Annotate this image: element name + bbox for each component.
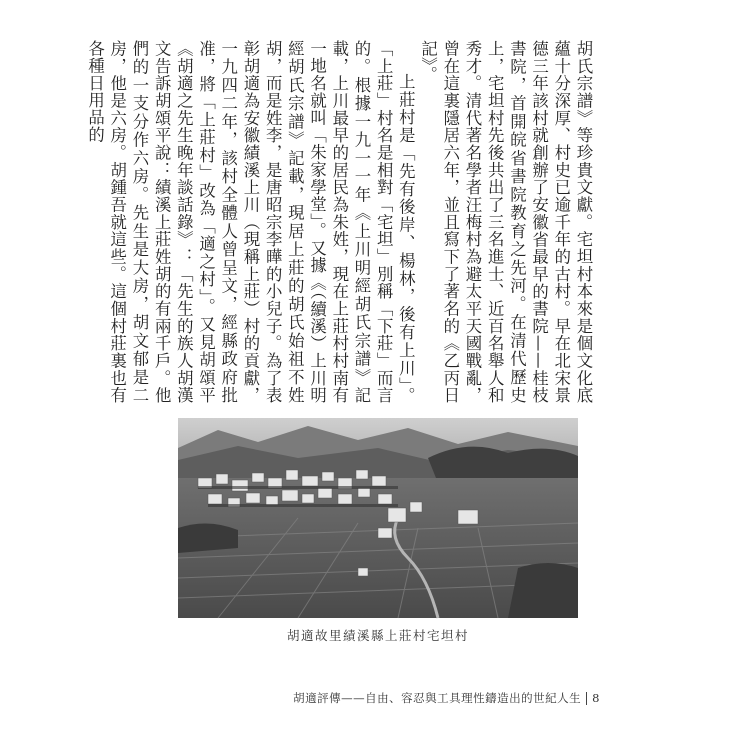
paragraph-2: 上莊村是「先有後岸、楊林，後有上川」。「上莊」村名是相對「宅坦」別稱「下莊」而言的。根據一九一一年《上川明經胡氏宗譜》記載，上川最早的居民為朱姓，現在上莊村村南有一地名就叫「朱家學堂」。又據《（續溪）上川明經胡氏宗譜》記載，現居上莊的胡氏始祖不姓胡，而是姓李，是唐昭宗李曄的小兒子。為了表彰胡適為安徽績溪上川（現稱上莊）村的貢獻，一九四二年，該村全體人曾呈文，經縣政府批准，將「上莊村」改為「適之村」。又見胡頌平《胡適之先生晚年談話錄》：「先生的族人胡漢文告訴胡頌平說：績溪上莊姓胡的有兩千戶。他們的一支分作六房。先生是大房，胡文郁是二房，他是六房。胡鍾吾就這些。這個村莊裏也有各種日用品的 [85,40,416,404]
photo-caption: 胡適故里績溪縣上莊村宅坦村 [286,628,469,643]
running-title: 胡適評傳——自由、容忍與工具理性鑄造出的世紀人生 [293,691,582,705]
village-photo [178,418,578,618]
page-footer [293,690,600,706]
page-number: 8 [592,691,600,705]
village-landscape-image [178,418,578,618]
paragraph-1: 胡氏宗譜》等珍貴文獻。宅坦村本來是個文化底蘊十分深厚、村史已逾千年的古村。早在北宋景德三年該村就創辦了安徽省最早的書院——桂枝書院，首開皖省書院教育之先河。在清代歷史上，宅坦村先後共出了三名進士、近百名舉人和秀才。清代著名學者汪梅村為避太平天國戰亂，曾在這裏隱居六年，並且寫下了著名的《乙丙日記》。 [418,40,593,404]
footer-divider [586,692,587,705]
vertical-text-body [85,40,594,404]
